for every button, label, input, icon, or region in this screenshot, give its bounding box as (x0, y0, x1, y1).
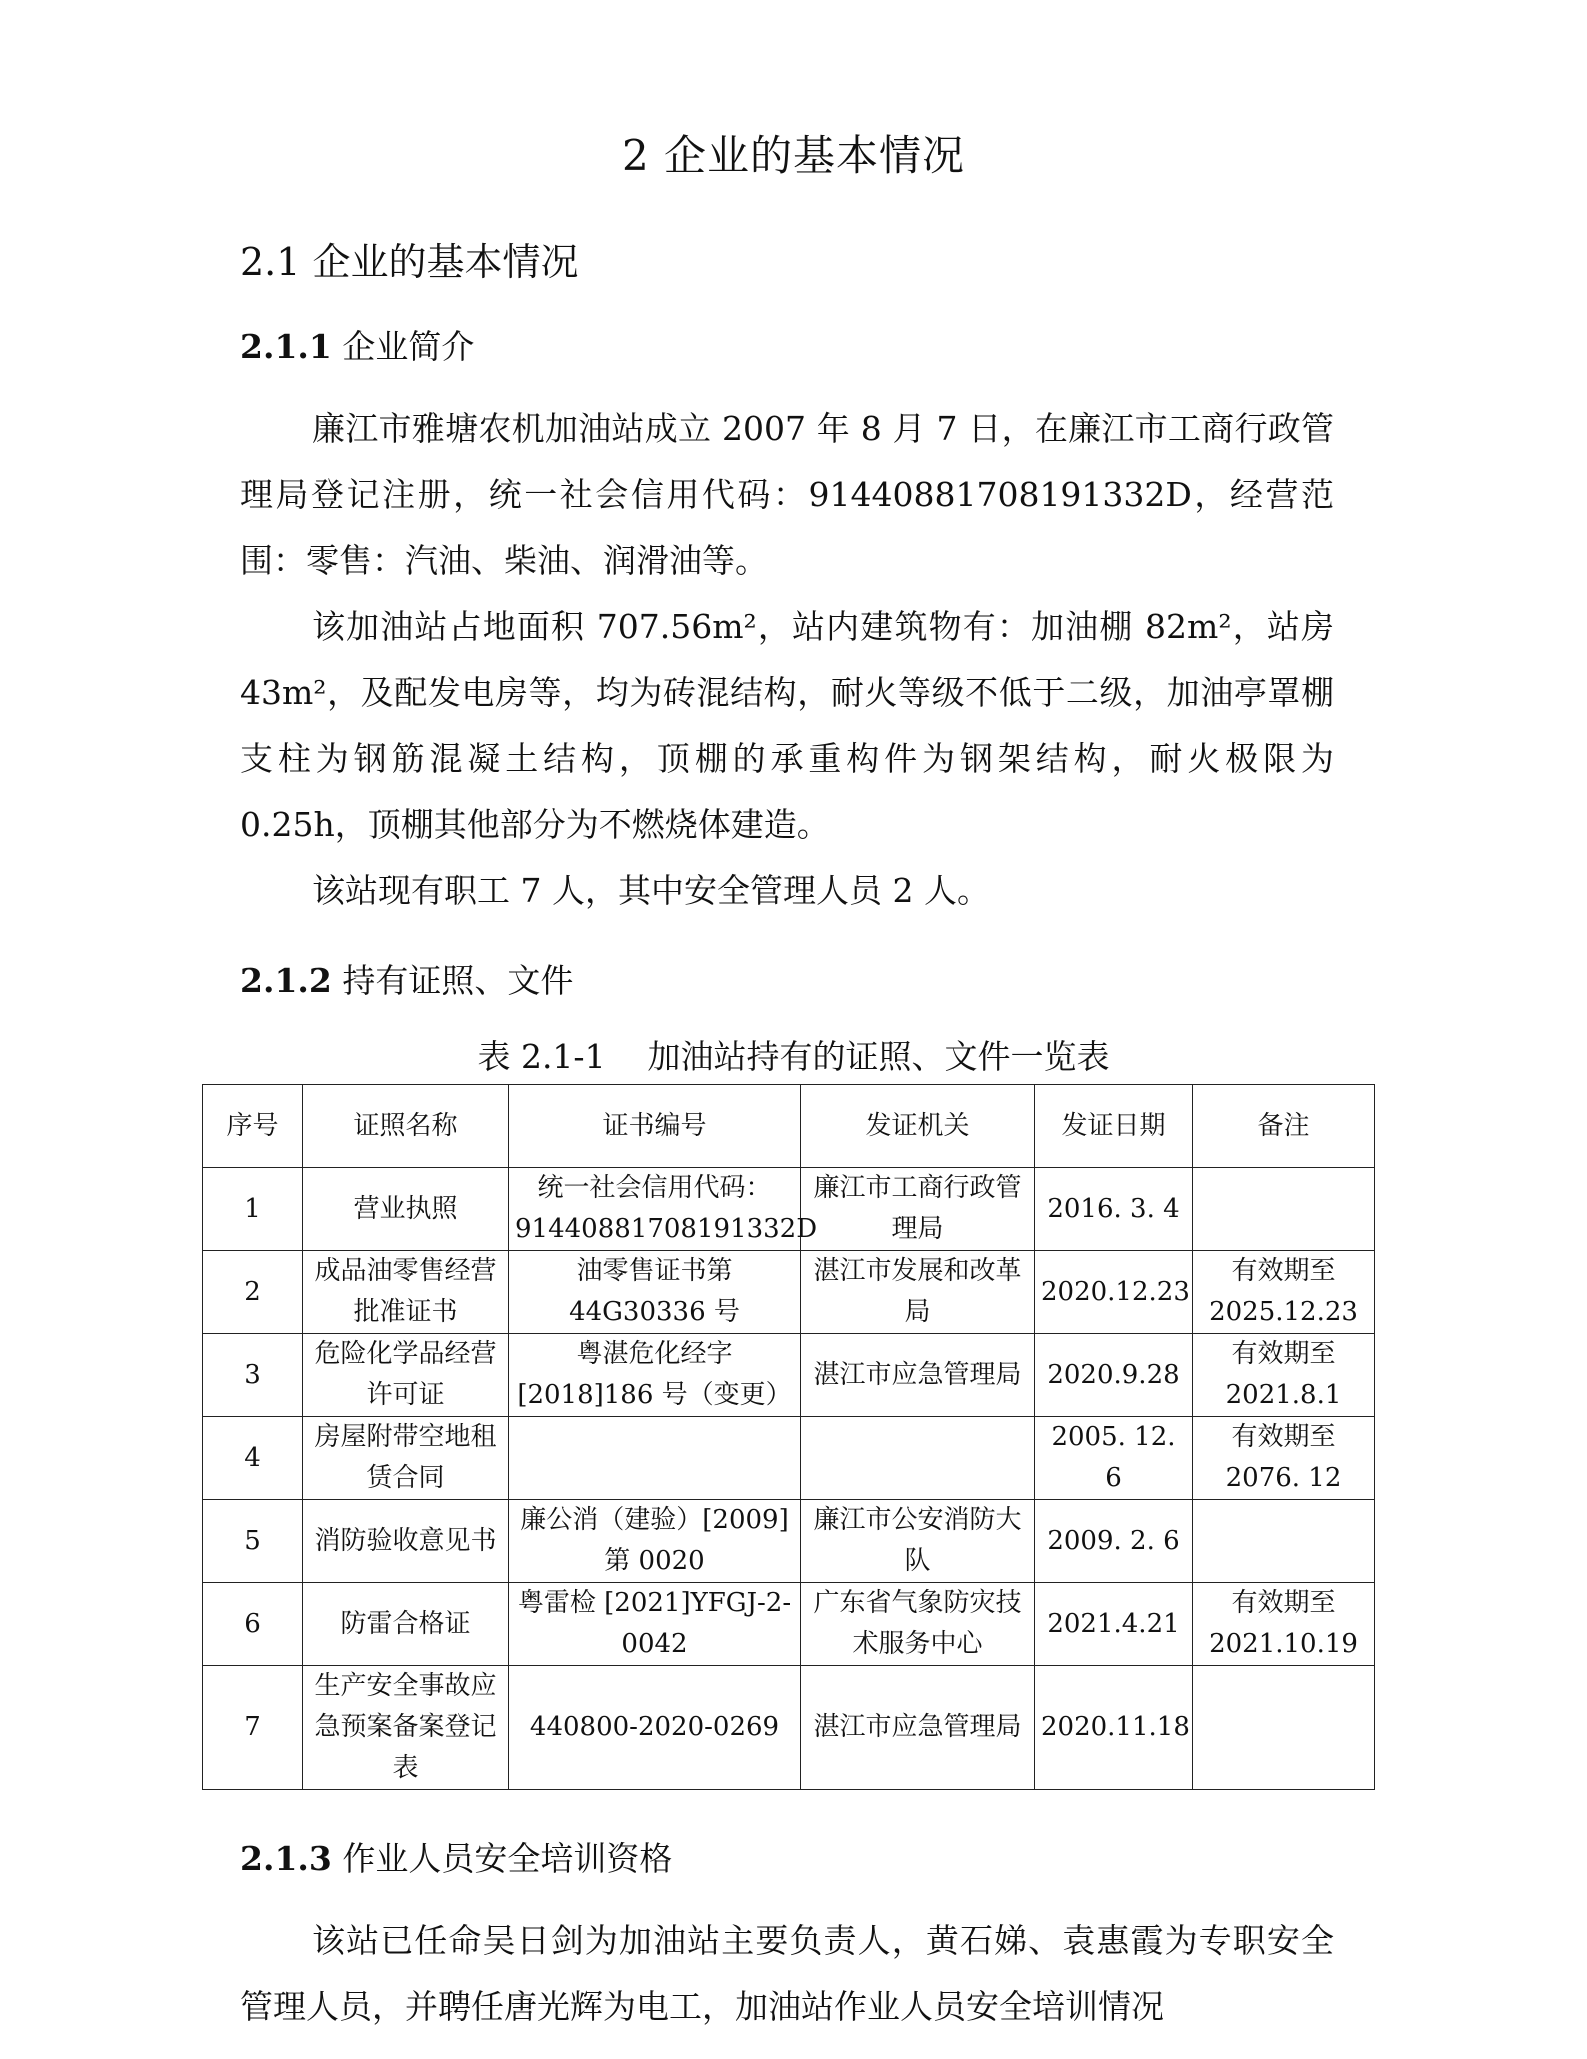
table-cell: 粤雷检 [2021]YFGJ-2-0042 (509, 1583, 801, 1666)
table-cell: 湛江市应急管理局 (801, 1666, 1035, 1790)
header-cell: 证照名称 (303, 1085, 509, 1168)
table-cell: 危险化学品经营许可证 (303, 1334, 509, 1417)
subsection-title: 持有证照、文件 (331, 961, 574, 1000)
paragraph-registration: 廉江市雅塘农机加油站成立 2007 年 8 月 7 日，在廉江市工商行政管理局登记注册，统一社会信用代码：91440881708191332D，经营范围：零售：汽油、柴油、润滑油等。 (240, 409, 1334, 580)
table-cell: 营业执照 (303, 1168, 509, 1251)
table-cell: 2009. 2. 6 (1035, 1500, 1193, 1583)
table-cell: 有效期至 2021.8.1 (1193, 1334, 1375, 1417)
table-cell: 2 (203, 1251, 303, 1334)
table-cell: 5 (203, 1500, 303, 1583)
header-cell: 发证日期 (1035, 1085, 1193, 1168)
paragraph-staff: 该站现有职工 7 人，其中安全管理人员 2 人。 (312, 871, 990, 910)
table-cell: 湛江市发展和改革局 (801, 1251, 1035, 1334)
table-cell: 廉公消（建验）[2009] 第 0020 (509, 1500, 801, 1583)
table-caption: 表 2.1-1 加油站持有的证照、文件一览表 (477, 1037, 1110, 1076)
table-cell: 4 (203, 1417, 303, 1500)
table-cell: 7 (203, 1666, 303, 1790)
table-cell: 廉江市工商行政管理局 (801, 1168, 1035, 1251)
table-row (203, 1417, 1375, 1500)
table-cell: 2020.12.23 (1035, 1251, 1193, 1334)
table-cell: 2005. 12. 6 (1035, 1417, 1193, 1500)
table-cell: 成品油零售经营批准证书 (303, 1251, 509, 1334)
table-cell: 粤湛危化经字 [2018]186 号（变更） (509, 1334, 801, 1417)
table-cell: 440800-2020-0269 (509, 1666, 801, 1790)
subsection-number: 2.1.2 (240, 961, 332, 1000)
table-header-row (203, 1085, 1375, 1168)
subsection-title: 企业简介 (331, 327, 475, 366)
table-cell: 统一社会信用代码：91440881708191332D (509, 1168, 801, 1251)
paragraph-training: 该站已任命吴日剑为加油站主要负责人，黄石娣、袁惠霞为专职安全管理人员，并聘任唐光辉为电工，加油站作业人员安全培训情况 (240, 1921, 1334, 2026)
table-cell (1193, 1168, 1375, 1251)
table-cell: 房屋附带空地租赁合同 (303, 1417, 509, 1500)
table-row (203, 1251, 1375, 1334)
table-row (203, 1168, 1375, 1251)
table-cell: 2016. 3. 4 (1035, 1168, 1193, 1251)
table-cell (509, 1417, 801, 1500)
subsection-number: 2.1.1 (240, 327, 332, 366)
table-cell: 有效期至 2076. 12 (1193, 1417, 1375, 1500)
table-cell: 3 (203, 1334, 303, 1417)
subsection-heading-training (240, 1836, 672, 1882)
subsection-number: 2.1.3 (240, 1839, 332, 1878)
table-cell (801, 1417, 1035, 1500)
subsection-title: 作业人员安全培训资格 (331, 1839, 673, 1878)
table-cell: 广东省气象防灾技术服务中心 (801, 1583, 1035, 1666)
table-cell: 6 (203, 1583, 303, 1666)
license-table (202, 1084, 1375, 1790)
table-cell: 生产安全事故应急预案备案登记表 (303, 1666, 509, 1790)
header-cell: 证书编号 (509, 1085, 801, 1168)
paragraph-buildings: 该加油站占地面积 707.56m²，站内建筑物有：加油棚 82m²，站房 43m²，及配发电房等，均为砖混结构，耐火等级不低于二级，加油亭罩棚支柱为钢筋混凝土结构，顶棚的承重构件为钢架结构，耐火极限为 0.25h，顶棚其他部分为不燃烧体建造。 (240, 607, 1334, 844)
table-cell (1193, 1500, 1375, 1583)
header-cell: 发证机关 (801, 1085, 1035, 1168)
table-row (203, 1583, 1375, 1666)
table-cell: 消防验收意见书 (303, 1500, 509, 1583)
subsection-heading-company-profile (240, 324, 474, 370)
table-cell: 防雷合格证 (303, 1583, 509, 1666)
subsection-heading-licenses (240, 958, 573, 1004)
table-cell: 1 (203, 1168, 303, 1251)
table-cell (1193, 1666, 1375, 1790)
table-cell: 2020.11.18 (1035, 1666, 1193, 1790)
table-row (203, 1500, 1375, 1583)
chapter-title: 2 企业的基本情况 (621, 131, 966, 180)
table-cell: 2021.4.21 (1035, 1583, 1193, 1666)
table-cell: 2020.9.28 (1035, 1334, 1193, 1417)
section-heading: 2.1 企业的基本情况 (240, 240, 579, 284)
table-cell: 湛江市应急管理局 (801, 1334, 1035, 1417)
table-row (203, 1334, 1375, 1417)
header-cell: 序号 (203, 1085, 303, 1168)
table-cell: 廉江市公安消防大队 (801, 1500, 1035, 1583)
table-cell: 有效期至 2025.12.23 (1193, 1251, 1375, 1334)
header-cell: 备注 (1193, 1085, 1375, 1168)
table-cell: 有效期至 2021.10.19 (1193, 1583, 1375, 1666)
table-row (203, 1666, 1375, 1790)
table-cell: 油零售证书第 44G30336 号 (509, 1251, 801, 1334)
